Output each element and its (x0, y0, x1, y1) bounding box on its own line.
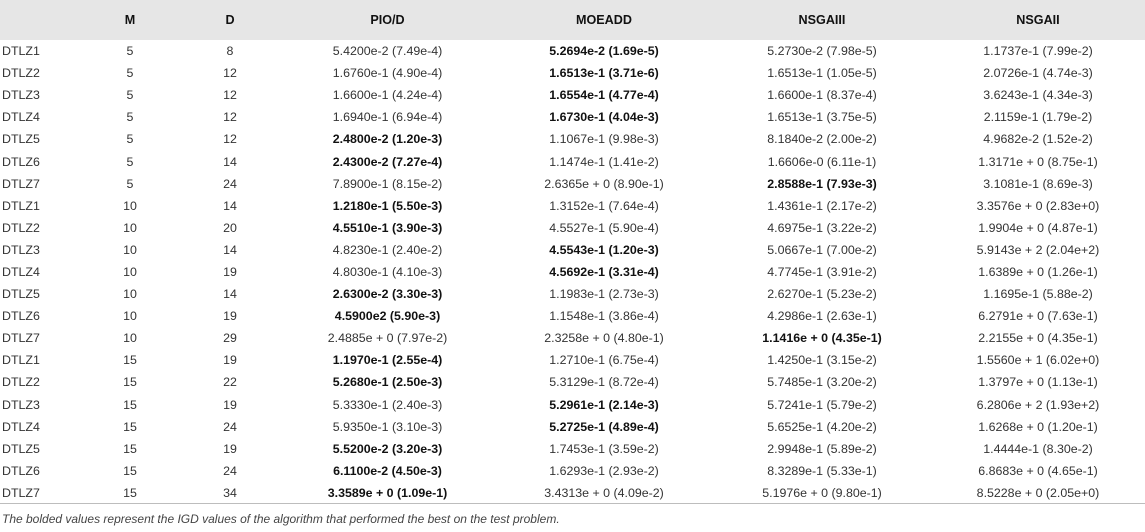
cell-d: 19 (223, 264, 237, 279)
cell-nsgaiii: 8.1840e-2 (2.00e-2) (767, 132, 877, 147)
cell-problem: DTLZ2 (2, 220, 40, 235)
table-row (0, 106, 1145, 128)
cell-nsgaii: 3.1081e-1 (8.69e-3) (983, 176, 1093, 191)
cell-d: 24 (223, 463, 237, 478)
cell-pio-d: 2.4800e-2 (1.20e-3) (332, 132, 443, 147)
table-footnote: The bolded values represent the IGD values of the algorithm that performed the best on the test problem. (2, 512, 560, 526)
cell-problem: DTLZ1 (2, 353, 40, 368)
cell-nsgaii: 1.3171e + 0 (8.75e-1) (978, 154, 1098, 169)
cell-moeadd: 1.1548e-1 (3.86e-4) (549, 309, 659, 324)
cell-nsgaii: 3.3576e + 0 (2.83e+0) (976, 198, 1100, 213)
cell-moeadd: 1.6730e-1 (4.04e-3) (549, 110, 659, 125)
cell-moeadd: 1.6293e-1 (2.93e-2) (549, 463, 659, 478)
cell-nsgaii: 2.2155e + 0 (4.35e-1) (978, 331, 1098, 346)
cell-moeadd: 1.7453e-1 (3.59e-2) (549, 441, 659, 456)
cell-problem: DTLZ3 (2, 242, 40, 257)
header-problem (0, 0, 80, 40)
cell-m: 15 (123, 397, 137, 412)
cell-d: 20 (223, 220, 237, 235)
cell-pio-d: 2.6300e-2 (3.30e-3) (332, 287, 443, 302)
cell-problem: DTLZ5 (2, 441, 40, 456)
cell-pio-d: 7.8900e-1 (8.15e-2) (332, 176, 443, 191)
cell-nsgaiii: 1.4361e-1 (2.17e-2) (767, 198, 877, 213)
cell-nsgaiii: 5.7241e-1 (5.79e-2) (767, 397, 877, 412)
header-pio-d: PIO/D (370, 13, 405, 27)
cell-m: 15 (123, 441, 137, 456)
table-row (0, 394, 1145, 416)
cell-nsgaii: 2.0726e-1 (4.74e-3) (983, 66, 1093, 81)
cell-nsgaii: 1.6389e + 0 (1.26e-1) (978, 264, 1098, 279)
cell-problem: DTLZ5 (2, 287, 40, 302)
cell-nsgaiii: 5.1976e + 0 (9.80e-1) (713, 482, 931, 504)
cell-pio-d: 1.2180e-1 (5.50e-3) (332, 198, 443, 213)
cell-moeadd: 5.2961e-1 (2.14e-3) (549, 397, 659, 412)
cell-nsgaii: 6.2791e + 0 (7.63e-1) (978, 309, 1098, 324)
cell-pio-d: 5.9350e-1 (3.10e-3) (332, 419, 443, 434)
table-row (0, 217, 1145, 239)
cell-problem: DTLZ7 (2, 176, 40, 191)
cell-d: 24 (223, 176, 237, 191)
table-row (0, 438, 1145, 460)
cell-moeadd: 1.3152e-1 (7.64e-4) (549, 198, 659, 213)
cell-nsgaiii: 1.6606e-0 (6.11e-1) (767, 154, 877, 169)
cell-m: 10 (123, 309, 137, 324)
header-nsgaiii: NSGAIII (798, 13, 846, 27)
cell-moeadd: 1.1474e-1 (1.41e-2) (549, 154, 659, 169)
cell-moeadd: 2.3258e + 0 (4.80e-1) (544, 331, 664, 346)
cell-nsgaii: 1.6268e + 0 (1.20e-1) (978, 419, 1098, 434)
cell-moeadd: 5.2694e-2 (1.69e-5) (549, 44, 659, 59)
cell-pio-d: 6.1100e-2 (4.50e-3) (333, 463, 442, 478)
cell-problem: DTLZ2 (2, 375, 40, 390)
cell-m: 15 (123, 353, 137, 368)
table-row (0, 482, 1145, 504)
cell-pio-d: 1.1970e-1 (2.55e-4) (332, 353, 443, 368)
cell-moeadd: 1.1983e-1 (2.73e-3) (549, 287, 659, 302)
cell-pio-d: 3.3589e + 0 (1.09e-1) (280, 482, 495, 504)
cell-moeadd: 5.2725e-1 (4.89e-4) (549, 419, 659, 434)
cell-problem: DTLZ4 (2, 419, 40, 434)
cell-nsgaiii: 2.6270e-1 (5.23e-2) (767, 287, 877, 302)
cell-nsgaiii: 5.2730e-2 (7.98e-5) (767, 44, 877, 59)
cell-m: 10 (123, 220, 137, 235)
table-header (0, 0, 1145, 40)
cell-moeadd: 2.6365e + 0 (8.90e-1) (544, 176, 664, 191)
cell-problem: DTLZ1 (2, 44, 40, 59)
cell-nsgaiii: 2.8588e-1 (7.93e-3) (767, 176, 877, 191)
cell-m: 10 (123, 331, 137, 346)
table-row (0, 327, 1145, 349)
cell-nsgaiii: 1.4250e-1 (3.15e-2) (767, 353, 877, 368)
cell-nsgaii: 4.9682e-2 (1.52e-2) (983, 132, 1093, 147)
cell-m: 5 (126, 110, 134, 125)
cell-nsgaii: 1.3797e + 0 (1.13e-1) (978, 375, 1098, 390)
cell-moeadd: 4.5692e-1 (3.31e-4) (549, 264, 659, 279)
cell-problem: DTLZ2 (2, 66, 40, 81)
cell-problem: DTLZ3 (2, 88, 40, 103)
cell-d: 19 (223, 353, 237, 368)
cell-problem: DTLZ6 (2, 463, 40, 478)
cell-m: 15 (80, 482, 180, 504)
cell-d: 22 (223, 375, 237, 390)
cell-m: 5 (126, 44, 134, 59)
table-row (0, 173, 1145, 195)
cell-nsgaii: 3.6243e-1 (4.34e-3) (983, 88, 1093, 103)
cell-nsgaiii: 5.0667e-1 (7.00e-2) (767, 242, 877, 257)
table-row (0, 305, 1145, 327)
table-row (0, 84, 1145, 106)
cell-m: 5 (126, 88, 134, 103)
cell-d: 12 (223, 88, 237, 103)
cell-d: 12 (223, 66, 237, 81)
cell-d: 19 (223, 441, 237, 456)
cell-nsgaiii: 1.6600e-1 (8.37e-4) (767, 88, 877, 103)
cell-m: 15 (123, 419, 137, 434)
cell-nsgaii: 1.5560e + 1 (6.02e+0) (976, 353, 1100, 368)
cell-d: 29 (223, 331, 237, 346)
cell-nsgaii: 8.5228e + 0 (2.05e+0) (931, 482, 1145, 504)
cell-m: 5 (126, 154, 134, 169)
table-row (0, 150, 1145, 172)
cell-problem: DTLZ4 (2, 264, 40, 279)
cell-nsgaiii: 4.7745e-1 (3.91e-2) (767, 264, 877, 279)
cell-moeadd: 4.5527e-1 (5.90e-4) (549, 220, 659, 235)
header-d: D (225, 13, 235, 27)
cell-m: 5 (126, 66, 134, 81)
cell-moeadd: 1.6554e-1 (4.77e-4) (549, 88, 659, 103)
cell-nsgaii: 5.9143e + 2 (2.04e+2) (976, 242, 1100, 257)
cell-problem: DTLZ5 (2, 132, 40, 147)
cell-m: 10 (123, 242, 137, 257)
table-row (0, 283, 1145, 305)
table-row (0, 261, 1145, 283)
cell-problem: DTLZ7 (2, 331, 40, 346)
cell-pio-d: 5.3330e-1 (2.40e-3) (332, 397, 443, 412)
cell-problem: DTLZ4 (2, 110, 40, 125)
table-row (0, 371, 1145, 393)
cell-d: 24 (223, 419, 237, 434)
table-row (0, 128, 1145, 150)
cell-nsgaii: 1.9904e + 0 (4.87e-1) (978, 220, 1098, 235)
cell-nsgaii: 1.4444e-1 (8.30e-2) (983, 441, 1093, 456)
cell-moeadd: 1.1067e-1 (9.98e-3) (549, 132, 659, 147)
cell-moeadd: 3.4313e + 0 (4.09e-2) (495, 482, 713, 504)
cell-m: 15 (123, 375, 137, 390)
cell-d: 34 (180, 482, 280, 504)
cell-problem: DTLZ3 (2, 397, 40, 412)
cell-m: 10 (123, 198, 137, 213)
table-row (0, 195, 1145, 217)
cell-pio-d: 4.8030e-1 (4.10e-3) (332, 264, 443, 279)
cell-nsgaii: 6.8683e + 0 (4.65e-1) (978, 463, 1098, 478)
header-m: M (124, 13, 136, 27)
cell-m: 10 (123, 287, 137, 302)
table-row (0, 460, 1145, 482)
cell-pio-d: 1.6760e-1 (4.90e-4) (332, 66, 443, 81)
cell-moeadd: 1.6513e-1 (3.71e-6) (549, 66, 659, 81)
header-nsgaii: NSGAII (1016, 13, 1060, 27)
cell-nsgaiii: 1.1416e + 0 (4.35e-1) (762, 331, 882, 346)
table-row (0, 349, 1145, 371)
cell-pio-d: 5.5200e-2 (3.20e-3) (332, 441, 443, 456)
cell-problem: DTLZ6 (2, 309, 40, 324)
cell-nsgaiii: 1.6513e-1 (1.05e-5) (767, 66, 877, 81)
cell-pio-d: 2.4300e-2 (7.27e-4) (332, 154, 443, 169)
table-row (0, 62, 1145, 84)
cell-pio-d: 4.5510e-1 (3.90e-3) (332, 220, 443, 235)
cell-m: 10 (123, 264, 137, 279)
cell-d: 14 (223, 242, 237, 257)
cell-d: 12 (223, 132, 237, 147)
cell-nsgaii: 6.2806e + 2 (1.93e+2) (976, 397, 1100, 412)
header-row (0, 0, 1145, 40)
cell-nsgaiii: 4.6975e-1 (3.22e-2) (767, 220, 877, 235)
cell-problem: DTLZ1 (2, 198, 40, 213)
cell-pio-d: 5.4200e-2 (7.49e-4) (332, 44, 443, 59)
cell-problem: DTLZ6 (2, 154, 40, 169)
cell-nsgaii: 1.1737e-1 (7.99e-2) (983, 44, 1093, 59)
cell-nsgaiii: 8.3289e-1 (5.33e-1) (767, 463, 877, 478)
cell-moeadd: 5.3129e-1 (8.72e-4) (549, 375, 659, 390)
cell-problem: DTLZ7 (0, 482, 80, 504)
cell-pio-d: 2.4885e + 0 (7.97e-2) (327, 331, 448, 346)
cell-d: 19 (223, 309, 237, 324)
cell-nsgaii: 2.1159e-1 (1.79e-2) (983, 110, 1093, 125)
table-row (0, 40, 1145, 62)
cell-d: 14 (223, 198, 237, 213)
cell-nsgaiii: 5.6525e-1 (4.20e-2) (767, 419, 877, 434)
cell-d: 12 (223, 110, 237, 125)
cell-m: 5 (126, 132, 134, 147)
cell-m: 5 (126, 176, 134, 191)
cell-pio-d: 5.2680e-1 (2.50e-3) (332, 375, 443, 390)
cell-nsgaii: 1.1695e-1 (5.88e-2) (983, 287, 1093, 302)
table-body (0, 40, 1145, 504)
cell-d: 19 (223, 397, 237, 412)
cell-d: 8 (226, 44, 234, 59)
cell-d: 14 (223, 154, 237, 169)
cell-pio-d: 4.5900e2 (5.90e-3) (334, 309, 441, 324)
table-row (0, 239, 1145, 261)
cell-nsgaiii: 1.6513e-1 (3.75e-5) (767, 110, 877, 125)
cell-nsgaiii: 2.9948e-1 (5.89e-2) (767, 441, 877, 456)
cell-pio-d: 4.8230e-1 (2.40e-2) (332, 242, 443, 257)
cell-nsgaiii: 4.2986e-1 (2.63e-1) (767, 309, 877, 324)
cell-moeadd: 4.5543e-1 (1.20e-3) (549, 242, 659, 257)
cell-nsgaiii: 5.7485e-1 (3.20e-2) (767, 375, 877, 390)
cell-d: 14 (223, 287, 237, 302)
header-moeadd: MOEADD (576, 13, 632, 27)
cell-m: 15 (123, 463, 137, 478)
cell-pio-d: 1.6940e-1 (6.94e-4) (332, 110, 443, 125)
table-row (0, 416, 1145, 438)
cell-moeadd: 1.2710e-1 (6.75e-4) (549, 353, 659, 368)
cell-pio-d: 1.6600e-1 (4.24e-4) (332, 88, 443, 103)
